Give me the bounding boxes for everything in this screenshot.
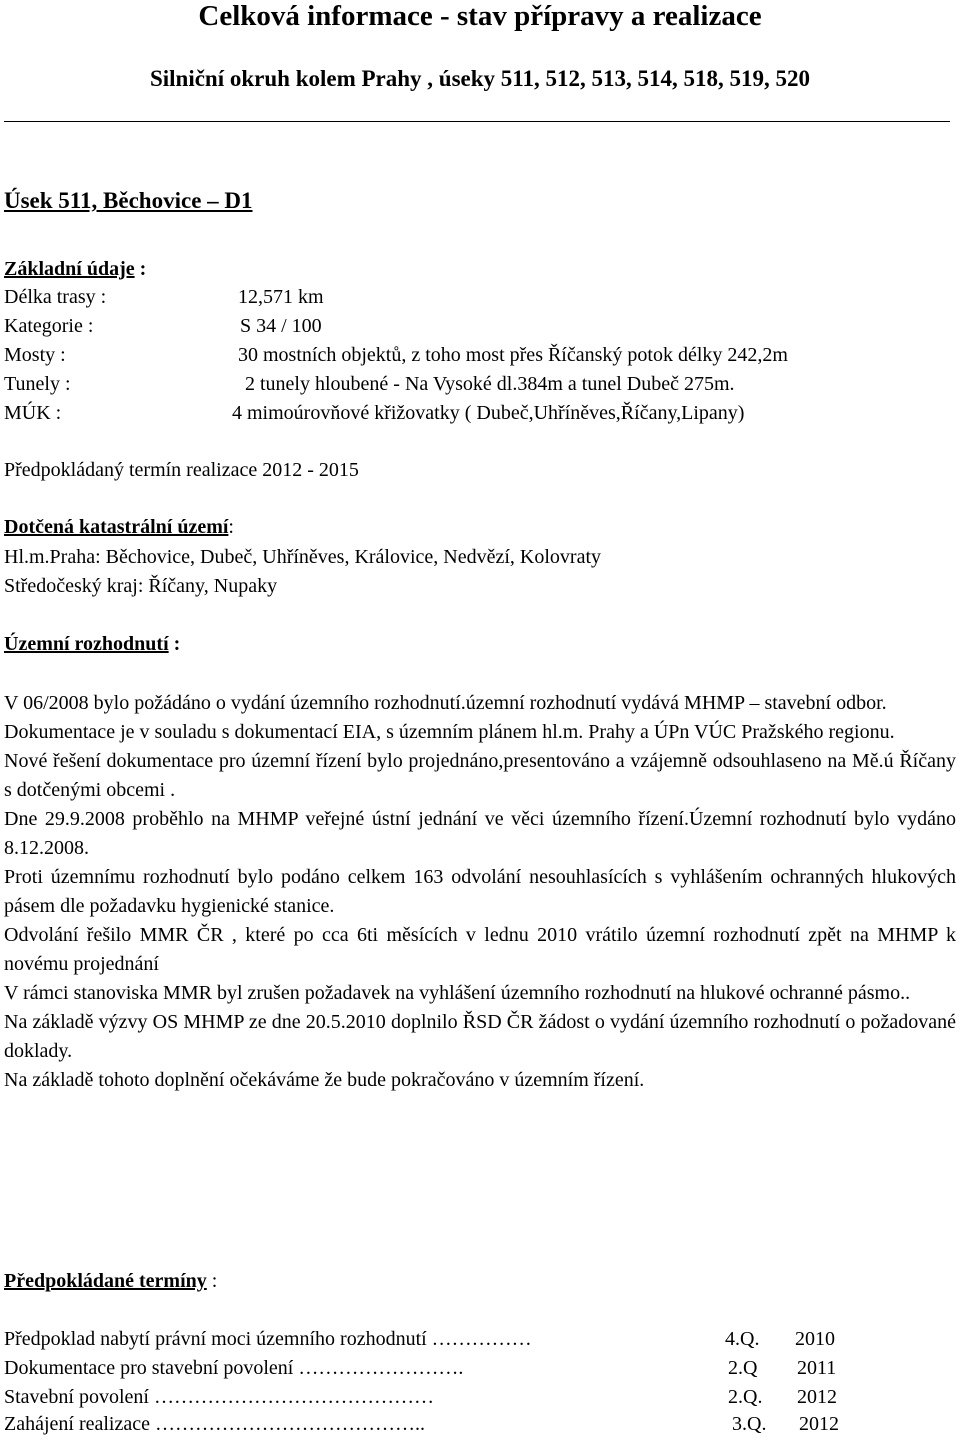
basic-row-interchanges-label: MÚK : — [4, 402, 62, 424]
basic-row-tunnels-label: Tunely : — [4, 373, 71, 395]
terms-heading-suffix: : — [206, 1270, 218, 1292]
basic-row-bridges-label: Mosty : — [4, 344, 66, 366]
term-row-label: Předpoklad nabytí právní moci územního rozhodnutí …………… — [4, 1328, 532, 1350]
basic-row-interchanges-value: 4 mimoúrovňové křižovatky ( Dubeč,Uhříněves,Říčany,Lipany) — [232, 402, 745, 424]
zoning-body — [4, 689, 956, 1095]
zoning-paragraph: Dokumentace je v souladu s dokumentací EIA, s územním plánem hl.m. Prahy a ÚPn VÚC Pražského regionu. — [4, 721, 895, 743]
cadastral-line-prague: Hl.m.Praha: Běchovice, Dubeč, Uhříněves, Královice, Nedvězí, Kolovraty — [4, 546, 602, 568]
zoning-heading-suffix: : — [168, 633, 181, 655]
cadastral-heading — [4, 516, 234, 539]
zoning-paragraph: Nové řešení dokumentace pro územní řízení bylo projednáno,presentováno a vzájemně odsouhlaseno na Mě.ú Říčany s dotčenými obcemi . — [4, 750, 956, 801]
basic-row-category-value: S 34 / 100 — [240, 315, 322, 337]
basic-row-length-value: 12,571 km — [238, 286, 324, 308]
basic-row-bridges-value: 30 mostních objektů, z toho most přes Říčanský potok délky 242,2m — [238, 344, 788, 366]
zoning-paragraph: Na základě výzvy OS MHMP ze dne 20.5.2010 doplnilo ŘSD ČR žádost o vydání územního rozhodnutí o požadované doklady. — [4, 1011, 956, 1062]
term-row-quarter: 2.Q — [728, 1357, 758, 1379]
term-row-label: Zahájení realizace ………………………………….. — [4, 1413, 425, 1435]
term-row-year: 2010 — [795, 1328, 835, 1350]
cadastral-line-central-bohemia: Středočeský kraj: Říčany, Nupaky — [4, 575, 278, 597]
term-row-label: Stavební povolení …………………………………… — [4, 1386, 434, 1408]
term-row-year: 2012 — [799, 1413, 839, 1435]
cadastral-heading-text: Dotčená katastrální území — [4, 516, 229, 538]
term-row-year: 2012 — [797, 1386, 837, 1408]
zoning-heading-text: Územní rozhodnutí — [4, 633, 169, 655]
term-row-quarter: 4.Q. — [725, 1328, 760, 1350]
realization-term: Předpokládaný termín realizace 2012 - 2015 — [4, 459, 359, 481]
zoning-heading — [4, 633, 180, 656]
zoning-paragraph: Proti územnímu rozhodnutí bylo podáno celkem 163 odvolání nesouhlasících s vyhlášením ochranných hlukových pásem dle požadavku hygienické stanice. — [4, 866, 956, 917]
term-row-quarter: 3.Q. — [732, 1413, 767, 1435]
zoning-paragraph: V rámci stanoviska MMR byl zrušen požadavek na vyhlášení územního rozhodnutí na hlukové ochranné pásmo.. — [4, 982, 911, 1004]
basic-data-heading — [4, 258, 146, 281]
terms-heading — [4, 1270, 217, 1293]
basic-data-heading-suffix: : — [134, 258, 147, 280]
basic-row-category-label: Kategorie : — [4, 315, 94, 337]
basic-row-tunnels-value: 2 tunely hloubené - Na Vysoké dl.384m a tunel Dubeč 275m. — [245, 373, 735, 395]
term-row-label: Dokumentace pro stavební povolení ……………………. — [4, 1357, 464, 1379]
basic-row-length-label: Délka trasy : — [4, 286, 107, 308]
zoning-paragraph: Odvolání řešilo MMR ČR , které po cca 6ti měsících v lednu 2010 vrátilo územní rozhodnutí zpět na MHMP k novému projednání — [4, 924, 956, 975]
header-divider — [4, 121, 950, 122]
term-row-year: 2011 — [797, 1357, 837, 1379]
zoning-paragraph: Na základě tohoto doplnění očekáváme že bude pokračováno v územním řízení. — [4, 1069, 645, 1091]
document-subtitle: Silniční okruh kolem Prahy , úseky 511, 512, 513, 514, 518, 519, 520 — [149, 66, 811, 91]
term-row-quarter: 2.Q. — [728, 1386, 763, 1408]
zoning-paragraph: V 06/2008 bylo požádáno o vydání územního rozhodnutí.územní rozhodnutí vydává MHMP – stavební odbor. — [4, 692, 887, 714]
document-title: Celková informace - stav přípravy a realizace — [198, 0, 762, 32]
terms-heading-text: Předpokládané termíny — [4, 1270, 207, 1292]
zoning-paragraph: Dne 29.9.2008 proběhlo na MHMP veřejné ústní jednání ve věci územního řízení.Územní rozhodnutí bylo vydáno 8.12.2008. — [4, 808, 956, 859]
basic-data-heading-text: Základní údaje — [4, 258, 135, 280]
section-heading: Úsek 511, Běchovice – D1 — [4, 188, 253, 213]
cadastral-heading-suffix: : — [228, 516, 234, 538]
